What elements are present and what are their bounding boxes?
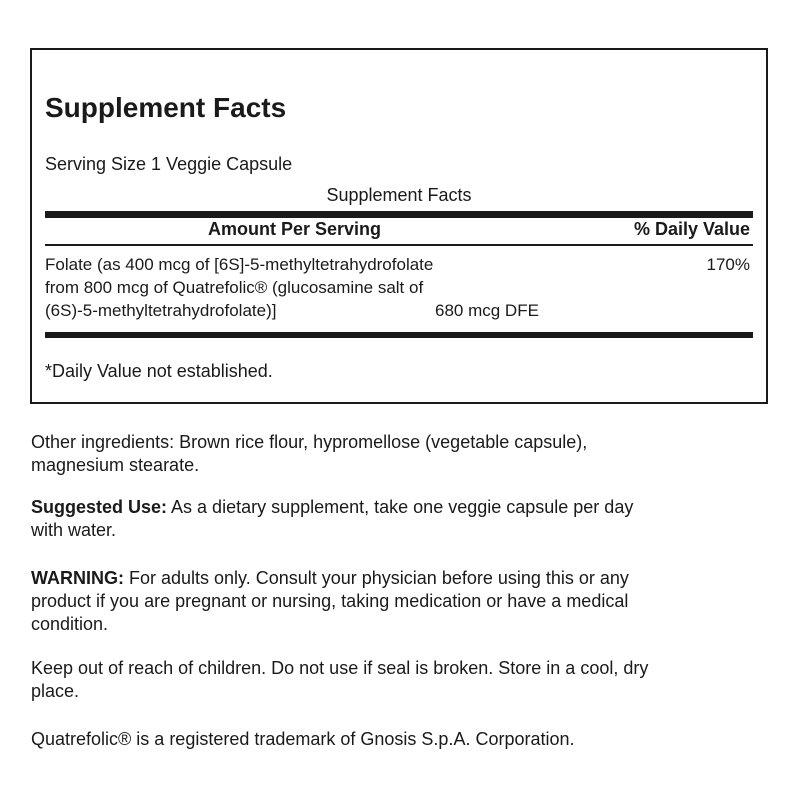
nutrient-text-line: (6S)-5-methyltetrahydrofolate)] [45,301,277,320]
other-ingredients-line: Other ingredients: Brown rice flour, hypromellose (vegetable capsule), [31,432,588,452]
nutrient-amount: 680 mcg DFE [435,301,539,320]
column-header-daily-value: % Daily Value [633,219,750,239]
column-header-amount: Amount Per Serving [208,219,382,239]
storage-line: place. [31,681,80,701]
nutrient-text-line: from 800 mcg of Quatrefolic® (glucosamine salt of [45,278,424,297]
warning-text: For adults only. Consult your physician before using this or any [124,568,629,588]
nutrient-daily-value: 170% [706,255,750,274]
serving-size: Serving Size 1 Veggie Capsule [45,154,293,174]
trademark-text: Quatrefolic® is a registered trademark of Gnosis S.p.A. Corporation. [31,729,575,749]
suggested-use-text: As a dietary supplement, take one veggie capsule per day [167,497,634,517]
suggested-use-label: Suggested Use: [31,497,168,517]
bottom-divider [45,332,753,338]
supplement-facts-panel [30,48,768,404]
warning-label: WARNING: [31,568,124,588]
daily-value-footnote: *Daily Value not established. [45,361,273,381]
warning-text: product if you are pregnant or nursing, taking medication or have a medical [31,591,629,611]
panel-title: Supplement Facts [45,92,287,123]
thick-divider [45,211,753,218]
warning-text: condition. [31,614,109,634]
table-caption: Supplement Facts [326,185,472,205]
trademark-notice [31,728,771,751]
other-ingredients [31,431,771,477]
other-ingredients-line: magnesium stearate. [31,455,200,475]
nutrient-text-line: Folate (as 400 mcg of [6S]-5-methyltetrahydrofolate [45,255,434,274]
storage-line: Keep out of reach of children. Do not use if seal is broken. Store in a cool, dry [31,658,649,678]
warning [31,567,771,636]
suggested-use [31,496,771,542]
storage-instructions [31,657,771,703]
suggested-use-text: with water. [31,520,117,540]
thin-divider [45,244,753,246]
